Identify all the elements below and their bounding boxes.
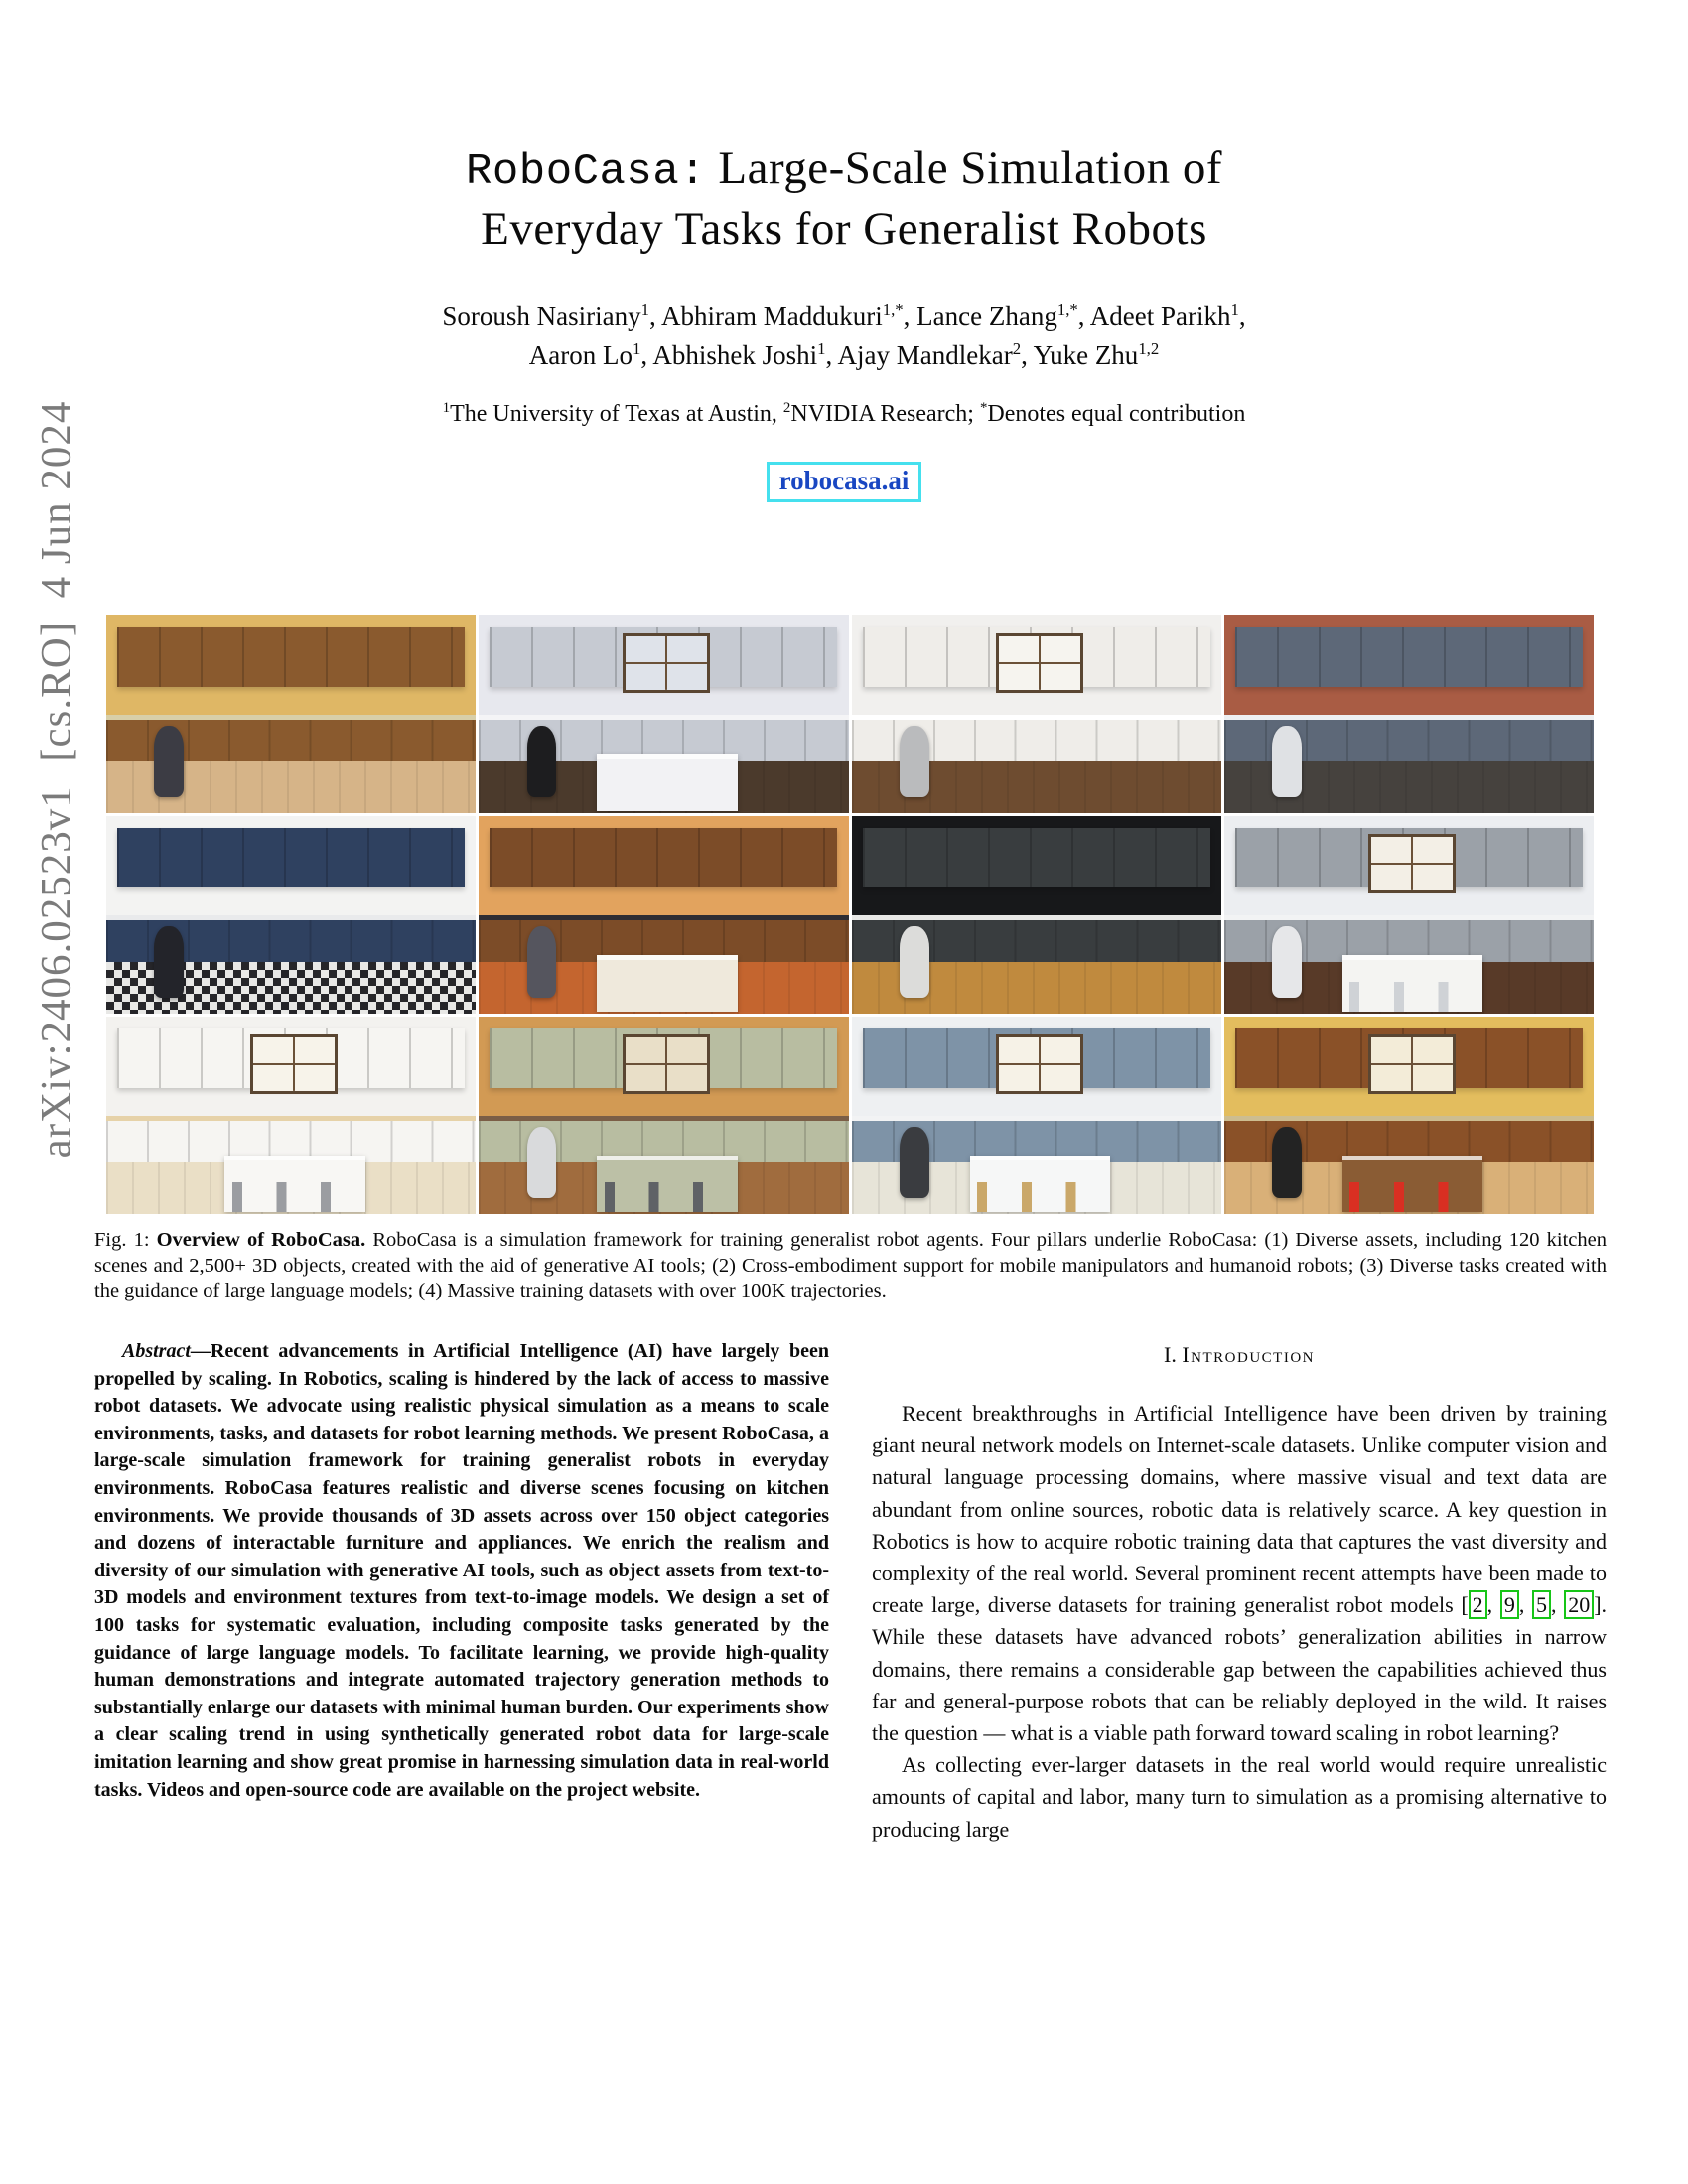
author: Yuke Zhu$^{1,2}$ [1033,340,1160,370]
robot-figure [1272,1127,1302,1198]
caption-prefix: Fig. 1: [94,1229,157,1251]
robot-figure [900,726,929,797]
scene-decoration [117,627,465,687]
scene-decoration [597,955,737,1012]
paper-header [0,139,1688,502]
kitchen-scene-3 [852,615,1221,813]
kitchen-scene-5 [106,816,476,1014]
scene-decoration [996,1034,1083,1094]
section-title: Introduction [1182,1342,1315,1367]
scene-decoration [977,1182,1088,1212]
scene-decoration [1349,982,1461,1012]
figure-1-kitchen-grid [106,615,1594,1214]
body-columns [94,1338,1607,1845]
abstract-label: Abstract [122,1340,191,1362]
scene-decoration [623,1034,710,1094]
robot-figure [154,926,184,998]
abstract-paragraph [94,1338,829,1804]
arxiv-watermark: arXiv:2406.02523v1 [cs.RO] 4 Jun 2024 [33,400,80,1159]
scene-decoration [863,828,1210,887]
kitchen-scene-8 [1224,816,1594,1014]
figure-1-caption [94,1228,1607,1304]
citation-separator: , [1551,1592,1565,1618]
caption-bold: Overview of RoboCasa. [156,1229,366,1251]
kitchen-scene-4 [1224,615,1594,813]
author: Abhishek Joshi$^1$, [652,340,838,370]
scene-decoration [117,828,465,887]
caption-text: RoboCasa is a simulation framework for training generalist robot agents. Four pillars underlie RoboCasa: (1) Diverse assets, including 120 kitchen scenes and 2,500+ 3D objects, created with the aid of generative AI tools; (2) Cross-embodiment support for mobile manipulators and humanoid robots; (3) Diverse tasks created with the guidance of large language models; (4) Massive training datasets with over 100K trajectories. [94,1229,1607,1301]
scene-decoration [1368,1034,1456,1094]
scene-decoration [1368,834,1456,893]
affiliation-line: $^1$The University of Texas at Austin, $^2$NVIDIA Research; *Denotes equal contribution [442,400,1246,427]
kitchen-scene-11 [852,1017,1221,1214]
robot-figure [900,926,929,998]
kitchen-scene-12 [1224,1017,1594,1214]
robot-figure [527,726,557,797]
author-line-1 [0,296,1688,336]
robot-figure [1272,726,1302,797]
intro-text: ]. While these datasets have advanced robots’ generalization abilities in narrow domains, there remains a considerable gap between the capabilities achieved thus far and general-purpose robots that can be reliably deployed in the wild. It raises the question — what is a viable path forward toward scaling in robot learning? [872,1592,1608,1746]
paper-title-line2: Everyday Tasks for Generalist Robots [481,204,1207,255]
author: Adeet Parikh$^1$, [1089,300,1246,331]
right-column [872,1338,1607,1845]
kitchen-scene-6 [479,816,848,1014]
intro-paragraph-1 [872,1398,1607,1749]
kitchen-scene-7 [852,816,1221,1014]
kitchen-scene-9 [106,1017,476,1214]
kitchen-scene-10 [479,1017,848,1214]
robot-figure [154,726,184,797]
intro-paragraph-2: As collecting ever-larger datasets in the real world would require unrealistic amounts of capital and labor, many turn to simulation as a promising alternative to producing large [872,1752,1607,1842]
scene-decoration [623,633,710,693]
citation-ref-2[interactable]: 2 [1469,1590,1487,1619]
citation-separator: , [1518,1592,1533,1618]
kitchen-scene-1 [106,615,476,813]
scene-decoration [1235,627,1583,687]
scene-decoration [232,1182,344,1212]
title-rest-part: Large-Scale Simulation of [706,142,1222,194]
author-line-2 [0,336,1688,375]
project-website-link[interactable]: robocasa.ai [767,462,922,502]
intro-text: Recent breakthroughs in Artificial Intelligence have been driven by training giant neural network models on Internet-scale datasets. Unlike computer vision and natural language processing domains, where massive visual and text data are abundant from online sources, robotic data is relatively scarce. A key question in Robotics is how to acquire robotic training data that captures the vast diversity and complexity of the real world. Several prominent recent attempts have been made to create large, diverse datasets for training generalist robot models [ [872,1401,1607,1618]
section-heading-introduction [872,1342,1607,1368]
scene-decoration [597,754,737,811]
author: Aaron Lo$^1$, [528,340,653,370]
author-list [0,296,1688,375]
citation-ref-5[interactable]: 5 [1532,1590,1551,1619]
author: Ajay Mandlekar$^2$, [837,340,1034,370]
scene-decoration [250,1034,338,1094]
left-column [94,1338,829,1845]
author: Lance Zhang$^{1,*}$, [916,300,1090,331]
robot-figure [527,926,557,998]
kitchen-scene-2 [479,615,848,813]
robot-figure [527,1127,557,1198]
scene-decoration [996,633,1083,693]
abstract-text: —Recent advancements in Artificial Intelligence (AI) have largely been propelled by scaling. In Robotics, scaling is hindered by the lack of access to massive robot datasets. We advocate using realistic physical simulation as a means to scale environments, tasks, and datasets for robot learning methods. We present RoboCasa, a large-scale simulation framework for training generalist robots in everyday environments. RoboCasa features realistic and diverse scenes focusing on kitchen environments. We provide thousands of 3D assets across over 150 object categories and dozens of interactable furniture and appliances. We enrich the realism and diversity of our simulation with generative AI tools, such as object assets from text-to-3D models and environment textures from text-to-image models. We design a set of 100 tasks for systematic evaluation, including composite tasks generated by the guidance of large language models. To facilitate learning, we provide high-quality human demonstrations and integrate automated trajectory generation methods to substantially enlarge our datasets with minimal human burden. Our experiments show a clear scaling trend in using synthetically generated robot data for large-scale imitation learning and show great promise in harnessing simulation data in real-world tasks. Videos and open-source code are available on the project website. [94,1340,829,1801]
robot-figure [1272,926,1302,998]
title-mono-part: RoboCasa: [466,147,707,197]
section-number: I. [1164,1342,1183,1367]
scene-decoration [490,828,837,887]
citation-separator: , [1486,1592,1500,1618]
robot-figure [900,1127,929,1198]
project-link-row [0,462,1688,502]
author: Abhiram Maddukuri$^{1,*}$, [661,300,917,331]
citation-ref-20[interactable]: 20 [1564,1590,1594,1619]
author: Soroush Nasiriany$^1$, [442,300,662,331]
citation-ref-9[interactable]: 9 [1500,1590,1519,1619]
paper-title-line1 [0,139,1688,201]
scene-decoration [1349,1182,1461,1212]
scene-decoration [605,1182,716,1212]
